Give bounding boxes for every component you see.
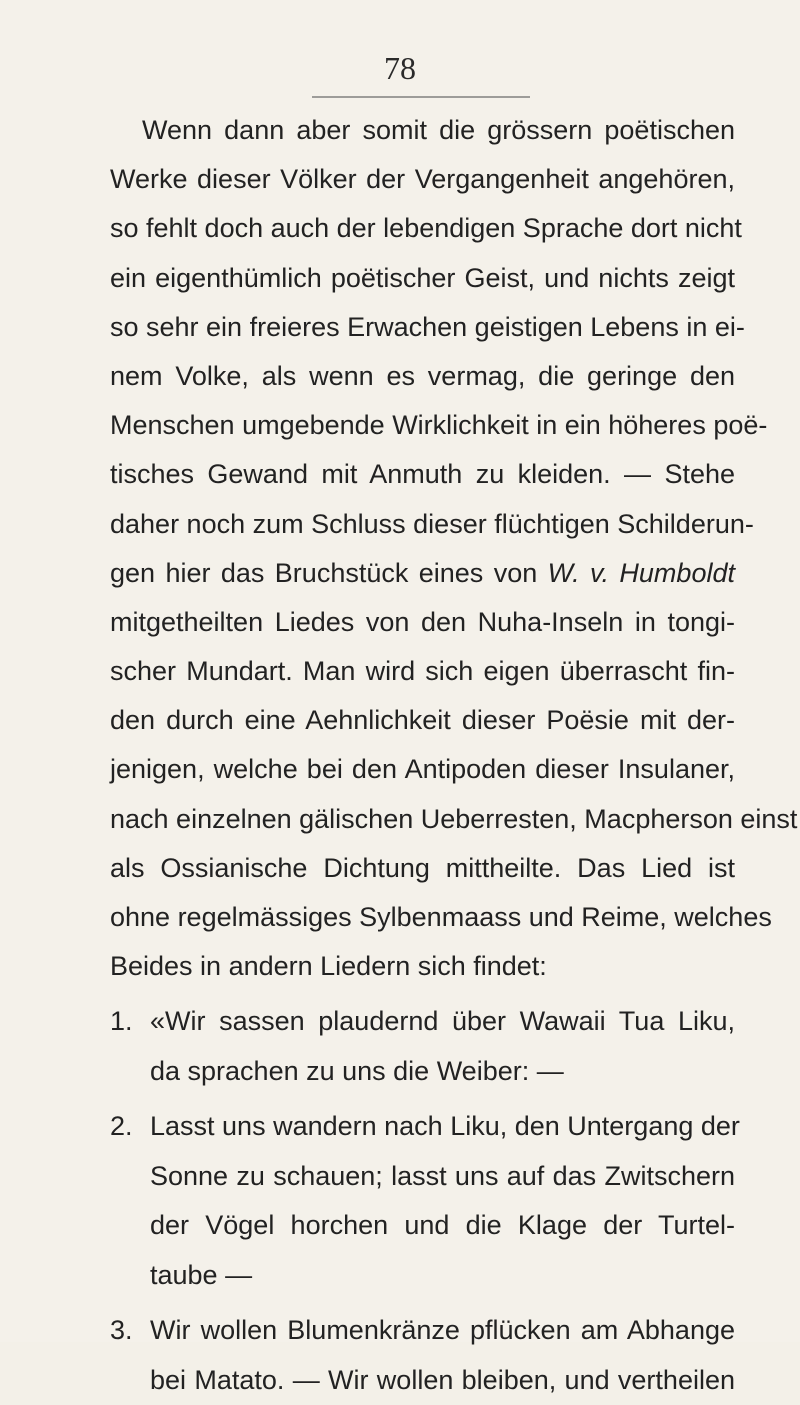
verse-text: Wir wollen Blumenkränze pflücken am Abhange [150, 1315, 735, 1346]
verse-number: 1. [110, 1006, 133, 1037]
verse-line: bei Matato. — Wir wollen bleiben, und vertheilen [150, 1364, 735, 1395]
text-line-with-author [110, 549, 735, 598]
verse-text: Lasst uns wandern nach Liku, den Untergang der [150, 1111, 740, 1142]
text-line: jenigen, welche bei den Antipoden dieser Insulaner, [110, 754, 735, 785]
text-line: Menschen umgebende Wirklichkeit in ein höheres poë- [110, 410, 768, 441]
text-line: Werke dieser Völker der Vergangenheit angehören, [110, 164, 735, 195]
text-line: so fehlt doch auch der lebendigen Sprache dort nicht [110, 213, 742, 244]
text-line: als Ossianische Dichtung mittheilte. Das Lied ist [110, 852, 735, 883]
page-number: 78 [384, 50, 416, 86]
verse-line [110, 997, 735, 1047]
header-rule [312, 96, 530, 98]
verse-line: Sonne zu schauen; lasst uns auf das Zwitschern [150, 1160, 735, 1191]
text-fragment: gen hier das Bruchstück eines von [110, 557, 538, 588]
text-line: nem Volke, als wenn es vermag, die geringe den [110, 360, 735, 391]
verse-3 [110, 1306, 735, 1405]
verse-number: 2. [110, 1111, 133, 1142]
text-line: so sehr ein freieres Erwachen geistigen Lebens in ei- [110, 311, 745, 342]
verse-number: 3. [110, 1315, 133, 1346]
text-line: ein eigenthümlich poëtischer Geist, und nichts zeigt [110, 262, 735, 293]
prose-paragraph [110, 106, 798, 991]
text-line: daher noch zum Schluss dieser flüchtigen Schilderun- [110, 508, 754, 539]
text-line: scher Mundart. Man wird sich eigen überrascht fin- [110, 656, 735, 687]
verse-2 [110, 1102, 740, 1300]
text-line: mitgetheilten Liedes von den Nuha-Inseln in tongi- [110, 606, 735, 637]
text-line: ohne regelmässiges Sylbenmaass und Reime, welches [110, 902, 772, 932]
verse-line [110, 1306, 735, 1356]
verse-line: der Vögel horchen und die Klage der Turtel- [150, 1210, 735, 1241]
text-line: nach einzelnen gälischen Ueberresten, Macpherson einst [110, 803, 798, 834]
text-line: Wenn dann aber somit die grössern poëtischen [142, 115, 735, 145]
text-line: Beides in andern Liedern sich findet: [110, 951, 547, 982]
page-body [110, 106, 798, 1405]
verse-line: da sprachen zu uns die Weiber: — [150, 1055, 564, 1086]
verse-line: taube — [150, 1259, 253, 1290]
verse-line [110, 1102, 740, 1152]
text-line: den durch eine Aehnlichkeit dieser Poësie mit der- [110, 705, 735, 736]
verse-text: «Wir sassen plaudernd über Wawaii Tua Liku, [150, 1006, 735, 1037]
text-line: tisches Gewand mit Anmuth zu kleiden. — Stehe [110, 459, 735, 490]
author-name: W. v. Humboldt [547, 557, 735, 588]
verse-1 [110, 997, 735, 1096]
